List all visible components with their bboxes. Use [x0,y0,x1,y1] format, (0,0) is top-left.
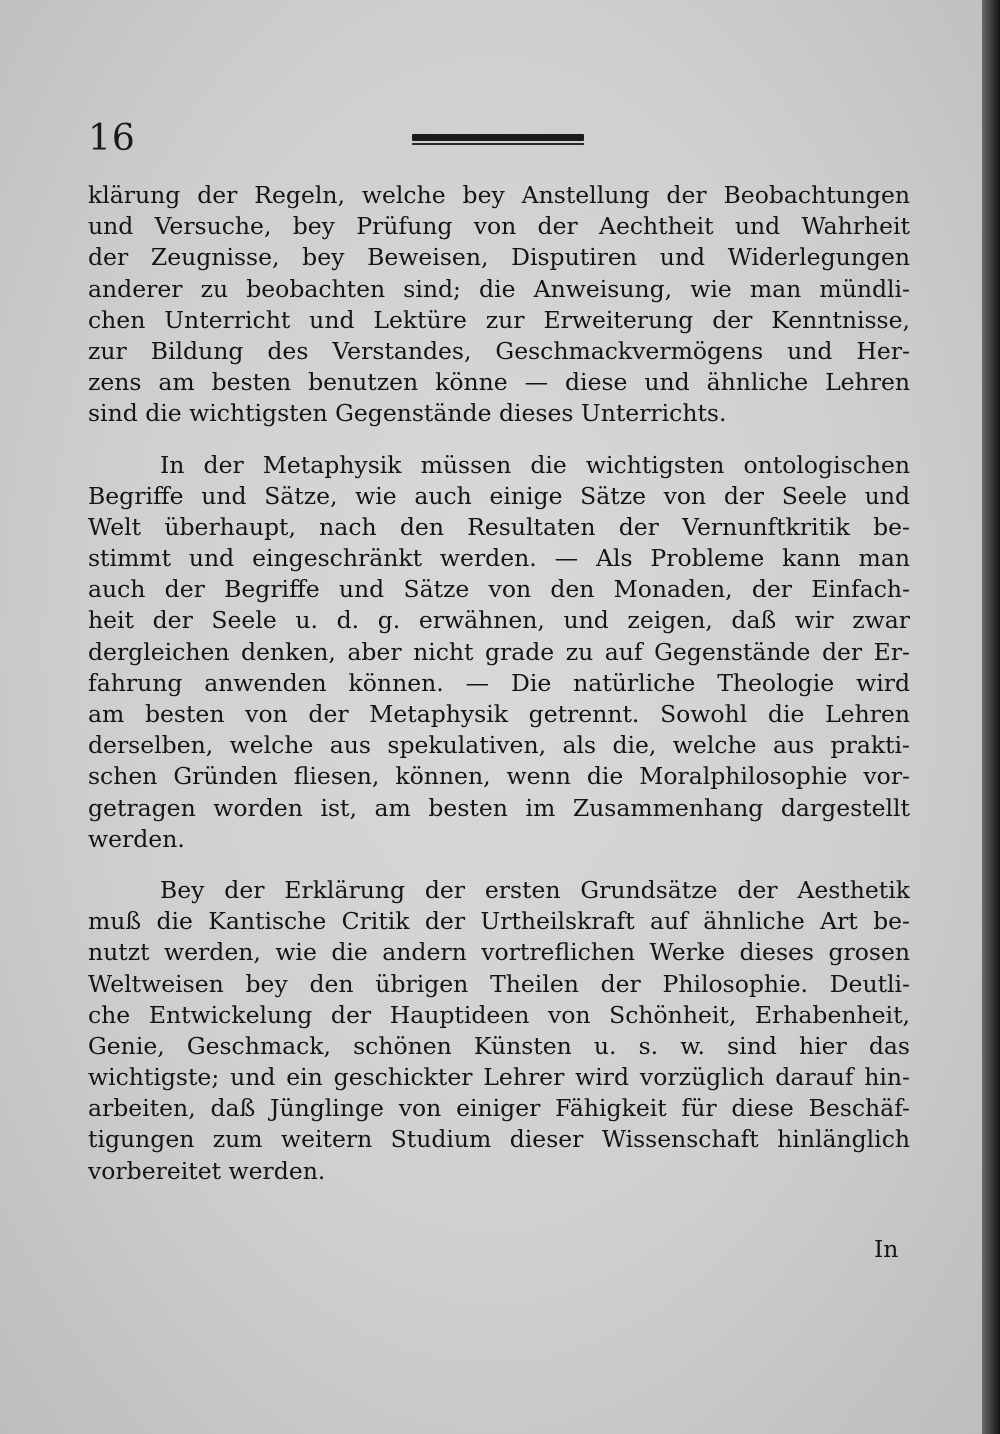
text-line: auch der Begriffe und Sätze von den Monaden, der Einfach- [88,575,910,604]
text-line: Genie, Geschmack, schönen Künsten u. s. w. sind hier das [88,1031,910,1060]
text-line: muß die Kantische Critik der Urtheilskraft auf ähnliche Art be- [88,907,910,936]
catchword: In [874,1235,899,1263]
paragraph [88,875,910,1187]
text-line: werden. [88,824,185,853]
text-line: che Entwickelung der Hauptideen von Schönheit, Erhabenheit, [88,1000,910,1029]
page-body-text [88,180,910,1187]
text-line: zur Bildung des Verstandes, Geschmackvermögens und Her- [88,336,910,365]
text-line: sind die wichtigsten Gegenstände dieses Unterrichts. [88,399,727,428]
text-line: klärung der Regeln, welche bey Anstellung der Beobachtungen [88,181,910,209]
paragraph [88,450,910,855]
text-line: Bey der Erklärung der ersten Grundsätze der Aesthetik [160,875,910,904]
text-line: getragen worden ist, am besten im Zusammenhang dargestellt [88,793,910,822]
text-line: schen Gründen fliesen, können, wenn die Moralphilosophie vor- [88,762,910,791]
text-line: chen Unterricht und Lektüre zur Erweiterung der Kenntnisse, [88,305,910,334]
text-line: stimmt und eingeschränkt werden. — Als Probleme kann man [88,544,910,573]
text-line: heit der Seele u. d. g. erwähnen, und zeigen, daß wir zwar [88,606,910,635]
text-line: und Versuche, bey Prüfung von der Aechtheit und Wahrheit [88,212,910,241]
text-line: fahrung anwenden können. — Die natürliche Theologie wird [88,668,910,697]
text-line: am besten von der Metaphysik getrennt. Sowohl die Lehren [88,700,910,728]
text-line: dergleichen denken, aber nicht grade zu auf Gegenstände der Er- [88,637,910,666]
text-line: nutzt werden, wie die andern vortreflichen Werke dieses grosen [88,938,910,967]
text-line: Welt überhaupt, nach den Resultaten der Vernunftkritik be- [88,512,910,541]
page-number: 16 [88,118,136,159]
text-line: In der Metaphysik müssen die wichtigsten ontologischen [160,450,910,479]
text-line: arbeiten, daß Jünglinge von einiger Fähigkeit für diese Beschäf- [88,1094,910,1123]
text-line: Begriffe und Sätze, wie auch einige Sätze von der Seele und [88,481,910,510]
text-line: tigungen zum weitern Studium dieser Wissenschaft hinlänglich [88,1125,910,1154]
text-line: anderer zu beobachten sind; die Anweisung, wie man mündli- [88,274,910,303]
text-line: derselben, welche aus spekulativen, als die, welche aus prakti- [88,731,910,760]
book-gutter-shadow [982,0,1000,1434]
text-line: Weltweisen bey den übrigen Theilen der Philosophie. Deutli- [88,969,910,998]
header-ornament-rule [412,134,584,146]
text-line: wichtigste; und ein geschickter Lehrer wird vorzüglich darauf hin- [88,1063,910,1092]
text-line: zens am besten benutzen könne — diese und ähnliche Lehren [88,368,910,397]
paragraph [88,180,910,430]
text-line: vorbereitet werden. [88,1156,326,1185]
text-line: der Zeugnisse, bey Beweisen, Disputiren und Widerlegungen [88,243,910,272]
